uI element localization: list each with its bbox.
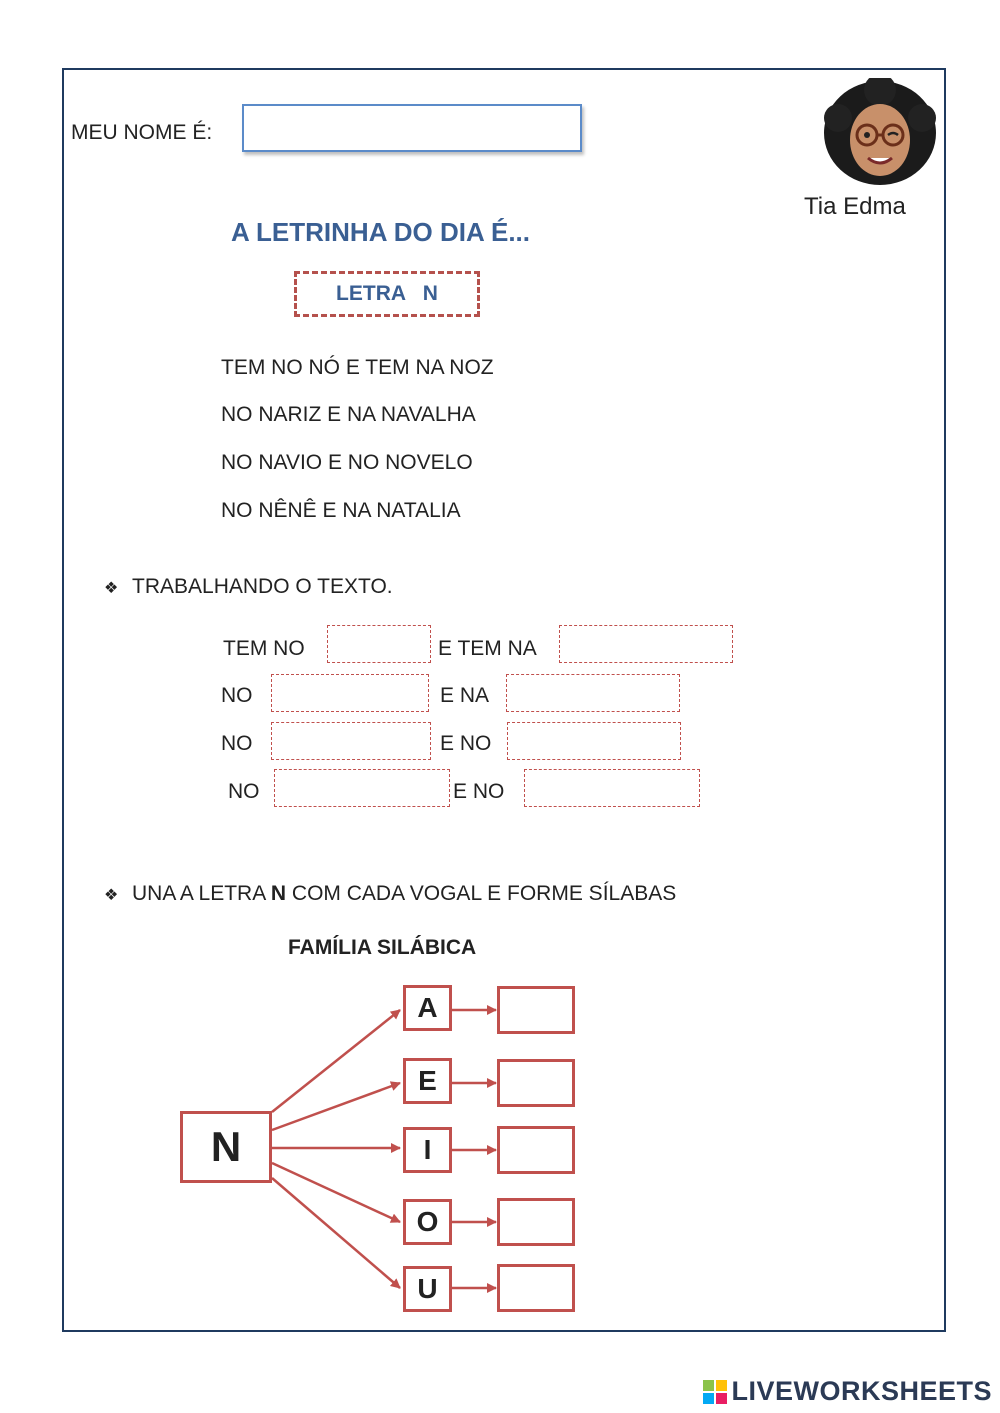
name-label: MEU NOME É: <box>71 121 213 144</box>
author-name: Tia Edma <box>804 193 906 220</box>
vowel-box-o: O <box>403 1199 452 1245</box>
fill-row-middle: E TEM NA <box>438 637 537 660</box>
logo-text: LIVEWORKSHEETS <box>731 1376 992 1406</box>
vowel-box-i: I <box>403 1127 452 1173</box>
poem-line: TEM NO NÓ E TEM NA NOZ <box>221 356 494 379</box>
syllable-answer-na[interactable] <box>497 986 575 1034</box>
fill-row-prefix: NO <box>221 732 253 755</box>
fill-row-prefix: NO <box>228 780 260 803</box>
syllable-answer-nu[interactable] <box>497 1264 575 1312</box>
syllable-answer-ni[interactable] <box>497 1126 575 1174</box>
liveworksheets-logo <box>703 1376 992 1407</box>
syllable-family-title: FAMÍLIA SILÁBICA <box>288 936 477 959</box>
poem-line: NO NÊNÊ E NA NATALIA <box>221 499 461 522</box>
section-title-syllables: UNA A LETRA N COM CADA VOGAL E FORME SÍLABAS <box>132 882 677 905</box>
fill-row-middle: E NO <box>453 780 505 803</box>
syllable-answer-no[interactable] <box>497 1198 575 1246</box>
vowel-box-e: E <box>403 1058 452 1104</box>
page-title: A LETRINHA DO DIA É... <box>231 217 530 247</box>
poem-line: NO NARIZ E NA NAVALHA <box>221 403 476 426</box>
letter-of-the-day: LETRA N <box>294 271 480 317</box>
fill-row-middle: E NA <box>440 684 490 707</box>
syllable-answer-ne[interactable] <box>497 1059 575 1107</box>
bullet-icon: ❖ <box>104 580 119 597</box>
fill-row-prefix: TEM NO <box>223 637 305 660</box>
vowel-box-a: A <box>403 985 452 1031</box>
bullet-icon: ❖ <box>104 887 119 904</box>
vowel-box-u: U <box>403 1266 452 1312</box>
consonant-box: N <box>180 1111 272 1183</box>
poem-line: NO NAVIO E NO NOVELO <box>221 451 473 474</box>
liveworksheets-logo-icon <box>703 1380 727 1404</box>
fill-row-middle: E NO <box>440 732 492 755</box>
fill-row-prefix: NO <box>221 684 253 707</box>
section-title-text-exercise: TRABALHANDO O TEXTO. <box>132 575 393 598</box>
